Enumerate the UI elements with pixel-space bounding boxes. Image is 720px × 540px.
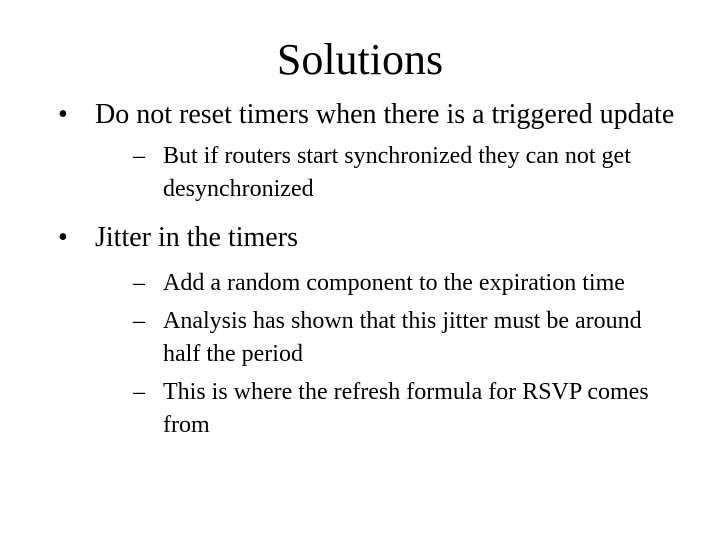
sub-bullet-list — [95, 267, 678, 442]
sub-bullet-list — [95, 140, 678, 206]
slide-title: Solutions — [276, 35, 444, 84]
bullet-item-2 — [58, 219, 678, 442]
sub-bullet-item — [95, 305, 678, 371]
bullet-item-1 — [58, 96, 678, 206]
dash-marker: – — [133, 270, 145, 296]
sub-bullet-item — [95, 140, 678, 206]
bullet-list — [58, 96, 678, 442]
bullet-text: Jitter in the timers — [95, 222, 298, 253]
sub-bullet-item — [95, 267, 678, 300]
sub-bullet-text: This is where the refresh formula for RSVP comes from — [163, 379, 649, 438]
sub-bullet-text: But if routers start synchronized they can not get desynchronized — [163, 143, 631, 202]
sub-bullet-text: Analysis has shown that this jitter must be around half the period — [163, 308, 642, 367]
bullet-text: Do not reset timers when there is a triggered update — [95, 99, 675, 130]
bullet-marker: • — [58, 99, 68, 130]
sub-bullet-text: Add a random component to the expiration time — [163, 270, 625, 296]
dash-marker: – — [133, 379, 145, 405]
bullet-marker: • — [58, 222, 68, 253]
dash-marker: – — [133, 308, 145, 334]
sub-bullet-item — [95, 376, 678, 442]
dash-marker: – — [133, 143, 145, 169]
